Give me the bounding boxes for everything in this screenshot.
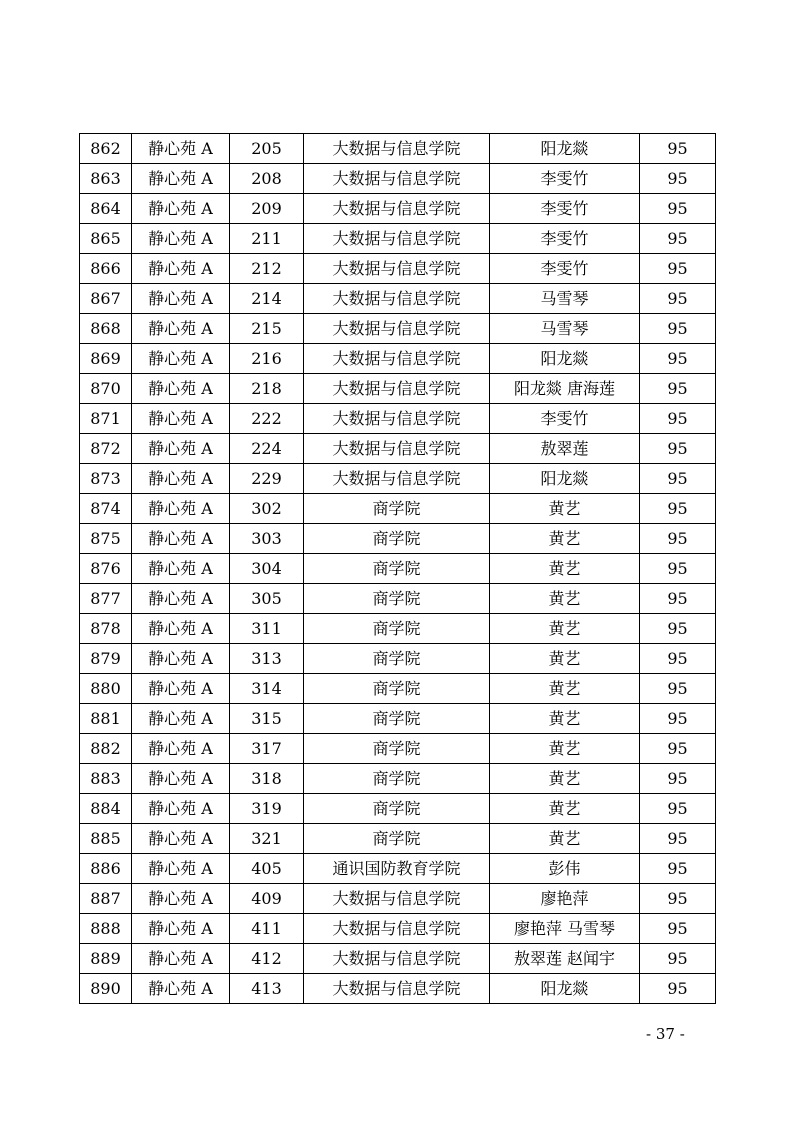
table-row <box>80 764 716 794</box>
cell-building: 静心苑 A <box>132 884 230 914</box>
cell-college: 大数据与信息学院 <box>304 344 490 374</box>
cell-inspectors: 马雪琴 <box>490 284 640 314</box>
table-row <box>80 704 716 734</box>
cell-score: 95 <box>640 884 716 914</box>
cell-inspectors: 李雯竹 <box>490 404 640 434</box>
cell-inspectors: 敖翠莲 <box>490 434 640 464</box>
cell-number: 880 <box>80 674 132 704</box>
cell-room: 318 <box>230 764 304 794</box>
cell-inspectors: 黄艺 <box>490 764 640 794</box>
table-row <box>80 824 716 854</box>
cell-inspectors: 阳龙燚 唐海莲 <box>490 374 640 404</box>
cell-building: 静心苑 A <box>132 194 230 224</box>
cell-college: 大数据与信息学院 <box>304 944 490 974</box>
table-row <box>80 854 716 884</box>
cell-room: 317 <box>230 734 304 764</box>
table-row <box>80 614 716 644</box>
cell-building: 静心苑 A <box>132 914 230 944</box>
cell-college: 商学院 <box>304 524 490 554</box>
cell-score: 95 <box>640 224 716 254</box>
cell-score: 95 <box>640 704 716 734</box>
cell-room: 413 <box>230 974 304 1004</box>
cell-college: 商学院 <box>304 494 490 524</box>
cell-number: 865 <box>80 224 132 254</box>
cell-building: 静心苑 A <box>132 404 230 434</box>
cell-score: 95 <box>640 614 716 644</box>
cell-number: 883 <box>80 764 132 794</box>
cell-score: 95 <box>640 374 716 404</box>
table-row <box>80 464 716 494</box>
cell-inspectors: 黄艺 <box>490 644 640 674</box>
cell-score: 95 <box>640 434 716 464</box>
table-row <box>80 164 716 194</box>
table-body <box>80 134 716 1004</box>
cell-inspectors: 黄艺 <box>490 734 640 764</box>
table-row <box>80 284 716 314</box>
cell-college: 大数据与信息学院 <box>304 134 490 164</box>
cell-building: 静心苑 A <box>132 674 230 704</box>
cell-room: 313 <box>230 644 304 674</box>
cell-room: 211 <box>230 224 304 254</box>
cell-inspectors: 黄艺 <box>490 494 640 524</box>
cell-room: 409 <box>230 884 304 914</box>
cell-building: 静心苑 A <box>132 704 230 734</box>
cell-number: 878 <box>80 614 132 644</box>
cell-score: 95 <box>640 734 716 764</box>
cell-room: 319 <box>230 794 304 824</box>
table-row <box>80 884 716 914</box>
cell-number: 877 <box>80 584 132 614</box>
cell-score: 95 <box>640 194 716 224</box>
cell-number: 871 <box>80 404 132 434</box>
cell-college: 商学院 <box>304 644 490 674</box>
table-row <box>80 494 716 524</box>
cell-inspectors: 阳龙燚 <box>490 134 640 164</box>
cell-inspectors: 黄艺 <box>490 824 640 854</box>
cell-number: 889 <box>80 944 132 974</box>
cell-building: 静心苑 A <box>132 854 230 884</box>
cell-building: 静心苑 A <box>132 314 230 344</box>
cell-score: 95 <box>640 584 716 614</box>
cell-number: 873 <box>80 464 132 494</box>
cell-college: 大数据与信息学院 <box>304 224 490 254</box>
cell-room: 205 <box>230 134 304 164</box>
table-row <box>80 314 716 344</box>
table-row <box>80 974 716 1004</box>
cell-room: 311 <box>230 614 304 644</box>
cell-score: 95 <box>640 314 716 344</box>
cell-room: 222 <box>230 404 304 434</box>
cell-inspectors: 黄艺 <box>490 704 640 734</box>
cell-score: 95 <box>640 674 716 704</box>
cell-room: 224 <box>230 434 304 464</box>
table-row <box>80 584 716 614</box>
cell-college: 大数据与信息学院 <box>304 884 490 914</box>
cell-college: 商学院 <box>304 734 490 764</box>
cell-room: 209 <box>230 194 304 224</box>
cell-score: 95 <box>640 494 716 524</box>
cell-inspectors: 黄艺 <box>490 674 640 704</box>
cell-inspectors: 阳龙燚 <box>490 464 640 494</box>
cell-college: 通识国防教育学院 <box>304 854 490 884</box>
cell-building: 静心苑 A <box>132 524 230 554</box>
cell-number: 890 <box>80 974 132 1004</box>
cell-room: 315 <box>230 704 304 734</box>
cell-inspectors: 廖艳萍 <box>490 884 640 914</box>
cell-building: 静心苑 A <box>132 344 230 374</box>
cell-room: 302 <box>230 494 304 524</box>
cell-score: 95 <box>640 644 716 674</box>
cell-college: 大数据与信息学院 <box>304 434 490 464</box>
cell-inspectors: 马雪琴 <box>490 314 640 344</box>
cell-room: 214 <box>230 284 304 314</box>
table-row <box>80 794 716 824</box>
cell-inspectors: 李雯竹 <box>490 194 640 224</box>
cell-score: 95 <box>640 464 716 494</box>
cell-inspectors: 黄艺 <box>490 584 640 614</box>
cell-building: 静心苑 A <box>132 464 230 494</box>
cell-inspectors: 黄艺 <box>490 554 640 584</box>
cell-room: 216 <box>230 344 304 374</box>
cell-college: 商学院 <box>304 554 490 584</box>
cell-room: 411 <box>230 914 304 944</box>
cell-score: 95 <box>640 344 716 374</box>
cell-score: 95 <box>640 164 716 194</box>
cell-number: 874 <box>80 494 132 524</box>
cell-score: 95 <box>640 134 716 164</box>
cell-number: 870 <box>80 374 132 404</box>
cell-room: 412 <box>230 944 304 974</box>
table-row <box>80 734 716 764</box>
cell-building: 静心苑 A <box>132 584 230 614</box>
cell-room: 305 <box>230 584 304 614</box>
cell-building: 静心苑 A <box>132 164 230 194</box>
cell-number: 867 <box>80 284 132 314</box>
cell-number: 876 <box>80 554 132 584</box>
cell-score: 95 <box>640 524 716 554</box>
cell-score: 95 <box>640 854 716 884</box>
cell-number: 863 <box>80 164 132 194</box>
cell-building: 静心苑 A <box>132 374 230 404</box>
cell-inspectors: 黄艺 <box>490 524 640 554</box>
cell-score: 95 <box>640 764 716 794</box>
cell-inspectors: 黄艺 <box>490 614 640 644</box>
cell-college: 大数据与信息学院 <box>304 974 490 1004</box>
cell-number: 886 <box>80 854 132 884</box>
cell-room: 321 <box>230 824 304 854</box>
cell-inspectors: 李雯竹 <box>490 164 640 194</box>
cell-score: 95 <box>640 284 716 314</box>
cell-number: 862 <box>80 134 132 164</box>
table-row <box>80 944 716 974</box>
table-row <box>80 194 716 224</box>
cell-building: 静心苑 A <box>132 134 230 164</box>
cell-room: 304 <box>230 554 304 584</box>
cell-score: 95 <box>640 824 716 854</box>
table-row <box>80 404 716 434</box>
cell-college: 大数据与信息学院 <box>304 464 490 494</box>
cell-room: 405 <box>230 854 304 884</box>
cell-number: 887 <box>80 884 132 914</box>
cell-number: 868 <box>80 314 132 344</box>
cell-building: 静心苑 A <box>132 734 230 764</box>
table-row <box>80 644 716 674</box>
table-row <box>80 344 716 374</box>
cell-building: 静心苑 A <box>132 794 230 824</box>
cell-number: 866 <box>80 254 132 284</box>
cell-inspectors: 阳龙燚 <box>490 974 640 1004</box>
cell-college: 商学院 <box>304 824 490 854</box>
cell-inspectors: 廖艳萍 马雪琴 <box>490 914 640 944</box>
cell-college: 大数据与信息学院 <box>304 374 490 404</box>
cell-college: 商学院 <box>304 704 490 734</box>
cell-number: 875 <box>80 524 132 554</box>
cell-number: 872 <box>80 434 132 464</box>
cell-room: 229 <box>230 464 304 494</box>
cell-building: 静心苑 A <box>132 434 230 464</box>
cell-building: 静心苑 A <box>132 764 230 794</box>
cell-inspectors: 阳龙燚 <box>490 344 640 374</box>
page-number: - 37 - <box>646 1025 685 1043</box>
cell-score: 95 <box>640 404 716 434</box>
cell-number: 882 <box>80 734 132 764</box>
cell-college: 大数据与信息学院 <box>304 194 490 224</box>
cell-building: 静心苑 A <box>132 974 230 1004</box>
cell-college: 大数据与信息学院 <box>304 164 490 194</box>
cell-college: 大数据与信息学院 <box>304 404 490 434</box>
cell-building: 静心苑 A <box>132 554 230 584</box>
cell-inspectors: 李雯竹 <box>490 224 640 254</box>
dormitory-score-table <box>79 133 716 1004</box>
cell-college: 商学院 <box>304 674 490 704</box>
cell-score: 95 <box>640 944 716 974</box>
cell-number: 879 <box>80 644 132 674</box>
cell-score: 95 <box>640 254 716 284</box>
cell-college: 大数据与信息学院 <box>304 254 490 284</box>
cell-inspectors: 李雯竹 <box>490 254 640 284</box>
table-row <box>80 554 716 584</box>
cell-score: 95 <box>640 914 716 944</box>
cell-score: 95 <box>640 974 716 1004</box>
cell-room: 314 <box>230 674 304 704</box>
cell-building: 静心苑 A <box>132 254 230 284</box>
table-row <box>80 524 716 554</box>
cell-room: 208 <box>230 164 304 194</box>
cell-number: 881 <box>80 704 132 734</box>
cell-inspectors: 彭伟 <box>490 854 640 884</box>
cell-room: 215 <box>230 314 304 344</box>
cell-building: 静心苑 A <box>132 824 230 854</box>
cell-room: 303 <box>230 524 304 554</box>
cell-number: 885 <box>80 824 132 854</box>
cell-number: 869 <box>80 344 132 374</box>
cell-building: 静心苑 A <box>132 494 230 524</box>
cell-room: 218 <box>230 374 304 404</box>
table-row <box>80 254 716 284</box>
cell-college: 商学院 <box>304 584 490 614</box>
cell-inspectors: 敖翠莲 赵闻宇 <box>490 944 640 974</box>
cell-college: 商学院 <box>304 614 490 644</box>
cell-building: 静心苑 A <box>132 614 230 644</box>
table-row <box>80 434 716 464</box>
cell-building: 静心苑 A <box>132 224 230 254</box>
cell-inspectors: 黄艺 <box>490 794 640 824</box>
cell-number: 884 <box>80 794 132 824</box>
cell-score: 95 <box>640 554 716 584</box>
cell-college: 大数据与信息学院 <box>304 314 490 344</box>
cell-score: 95 <box>640 794 716 824</box>
table-row <box>80 134 716 164</box>
cell-number: 864 <box>80 194 132 224</box>
table-row <box>80 224 716 254</box>
table-row <box>80 374 716 404</box>
cell-college: 大数据与信息学院 <box>304 284 490 314</box>
cell-number: 888 <box>80 914 132 944</box>
cell-college: 商学院 <box>304 764 490 794</box>
table-row <box>80 674 716 704</box>
cell-college: 商学院 <box>304 794 490 824</box>
cell-building: 静心苑 A <box>132 284 230 314</box>
cell-building: 静心苑 A <box>132 644 230 674</box>
cell-college: 大数据与信息学院 <box>304 914 490 944</box>
table-row <box>80 914 716 944</box>
cell-room: 212 <box>230 254 304 284</box>
cell-building: 静心苑 A <box>132 944 230 974</box>
